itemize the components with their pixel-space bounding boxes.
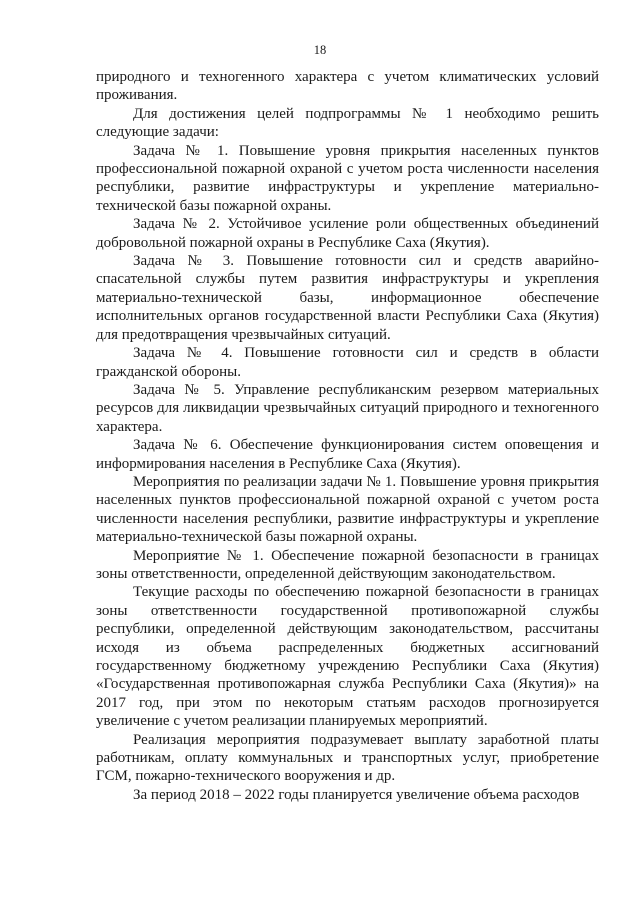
paragraph-task-6: Задача № 6. Обеспечение функционирования систем оповещения и информирования населения в Республике Саха (Якутия). <box>96 437 599 472</box>
paragraph-task-5: Задача № 5. Управление республиканским резервом материальных ресурсов для ликвидации чрезвычайных ситуаций природного и техногенного характера. <box>96 381 599 435</box>
paragraph-implementation: Реализация мероприятия подразумевает выплату заработной платы работникам, оплату коммунальных и транспортных услуг, приобретение ГСМ, пожарно-технического вооружения и др. <box>96 731 599 785</box>
document-body <box>96 68 599 804</box>
paragraph-current-expenses: Текущие расходы по обеспечению пожарной безопасности в границах зоны ответственности государственной противопожарной службы республики, определенной действующим законодательством, рассчитаны исходя из объема распределенных бюджетных ассигнований государственному бюджетному учреждению Республики Саха (Якутия) «Государственная противопожарная служба Республики Саха (Якутия)» на 2017 год, при этом по некоторым статьям расходов прогнозируется увеличение с учетом реализации планируемых мероприятий. <box>96 584 599 730</box>
paragraph-measures-task-1: Мероприятия по реализации задачи № 1. Повышение уровня прикрытия населенных пунктов профессиональной пожарной охраной с учетом роста численности населения республики, развитие инфраструктуры и укрепление материально-технической базы пожарной охраны. <box>96 473 599 546</box>
paragraph-goals-intro: Для достижения целей подпрограммы № 1 необходимо решить следующие задачи: <box>96 105 599 141</box>
paragraph-task-3: Задача № 3. Повышение готовности сил и средств аварийно-спасательной службы путем развития инфраструктуры и укрепления материально-технической базы, информационное обеспечение исполнительных органов государственной власти Республики Саха (Якутия) для предотвращения чрезвычайных ситуаций. <box>96 253 599 343</box>
paragraph-measure-1: Мероприятие № 1. Обеспечение пожарной безопасности в границах зоны ответственности, определенной действующим законодательством. <box>96 547 599 582</box>
paragraph-task-4: Задача № 4. Повышение готовности сил и средств в области гражданской обороны. <box>96 345 599 380</box>
paragraph-task-2: Задача № 2. Устойчивое усиление роли общественных объединений добровольной пожарной охраны в Республике Саха (Якутия). <box>96 216 599 251</box>
paragraph-period-2018-2022: За период 2018 – 2022 годы планируется увеличение объема расходов <box>133 786 580 803</box>
paragraph-continuation: природного и техногенного характера с учетом климатических условий проживания. <box>96 69 599 104</box>
paragraph-task-1: Задача № 1. Повышение уровня прикрытия населенных пунктов профессиональной пожарной охраной с учетом роста численности населения республики, развитие инфраструктуры и укрепление материально-технической базы пожарной охраны. <box>96 142 599 214</box>
page-number: 18 <box>313 43 327 57</box>
